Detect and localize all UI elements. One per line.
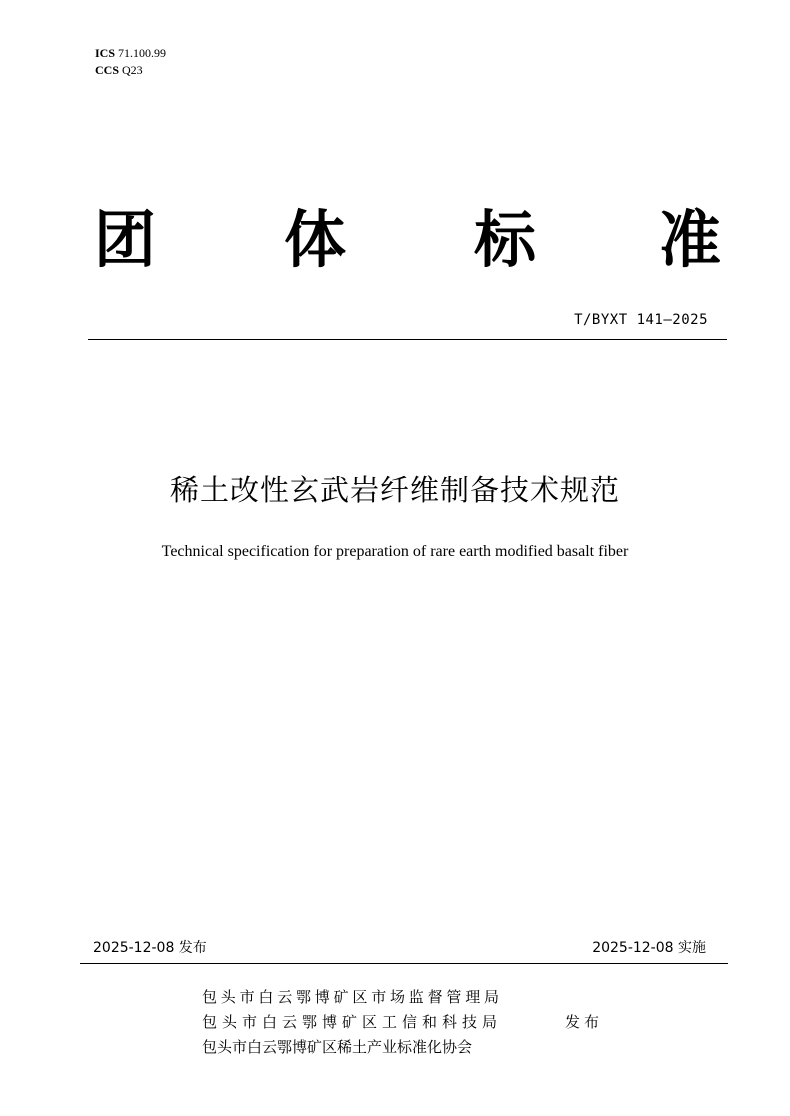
category-char-3: 标 [473, 203, 536, 276]
ccs-code [95, 62, 166, 79]
title-english: Technical specification for preparation of rare earth modified basalt fiber [161, 543, 629, 560]
category-char-1: 团 [93, 203, 156, 276]
issuer-standardization-association: 包头市白云鄂博矿区稀土产业标准化协会 [202, 1038, 473, 1056]
title-chinese: 稀土改性玄武岩纤维制备技术规范 [169, 473, 620, 507]
top-divider [88, 339, 727, 340]
issuer-industry-technology: 包头市白云鄂博矿区工信和科技局 [202, 1013, 503, 1031]
category-char-4: 准 [658, 203, 721, 276]
ccs-label: CCS [95, 63, 120, 77]
standard-category-title [90, 200, 725, 280]
bottom-divider [80, 963, 728, 964]
classification-codes [95, 45, 166, 79]
issuer-market-regulation: 包头市白云鄂博矿区市场监督管理局 [202, 988, 503, 1006]
category-char-2: 体 [283, 203, 346, 276]
ccs-value: Q23 [122, 63, 143, 77]
publish-date: 2025-12-08 发布 [93, 940, 207, 956]
issuing-organizations [202, 985, 503, 1060]
standard-number: T/BYXT 141—2025 [574, 312, 708, 328]
ics-code [95, 45, 166, 62]
ics-value: 71.100.99 [118, 46, 167, 60]
implement-date: 2025-12-08 实施 [592, 940, 706, 956]
issue-label: 发布 [565, 1013, 604, 1031]
ics-label: ICS [95, 46, 116, 60]
